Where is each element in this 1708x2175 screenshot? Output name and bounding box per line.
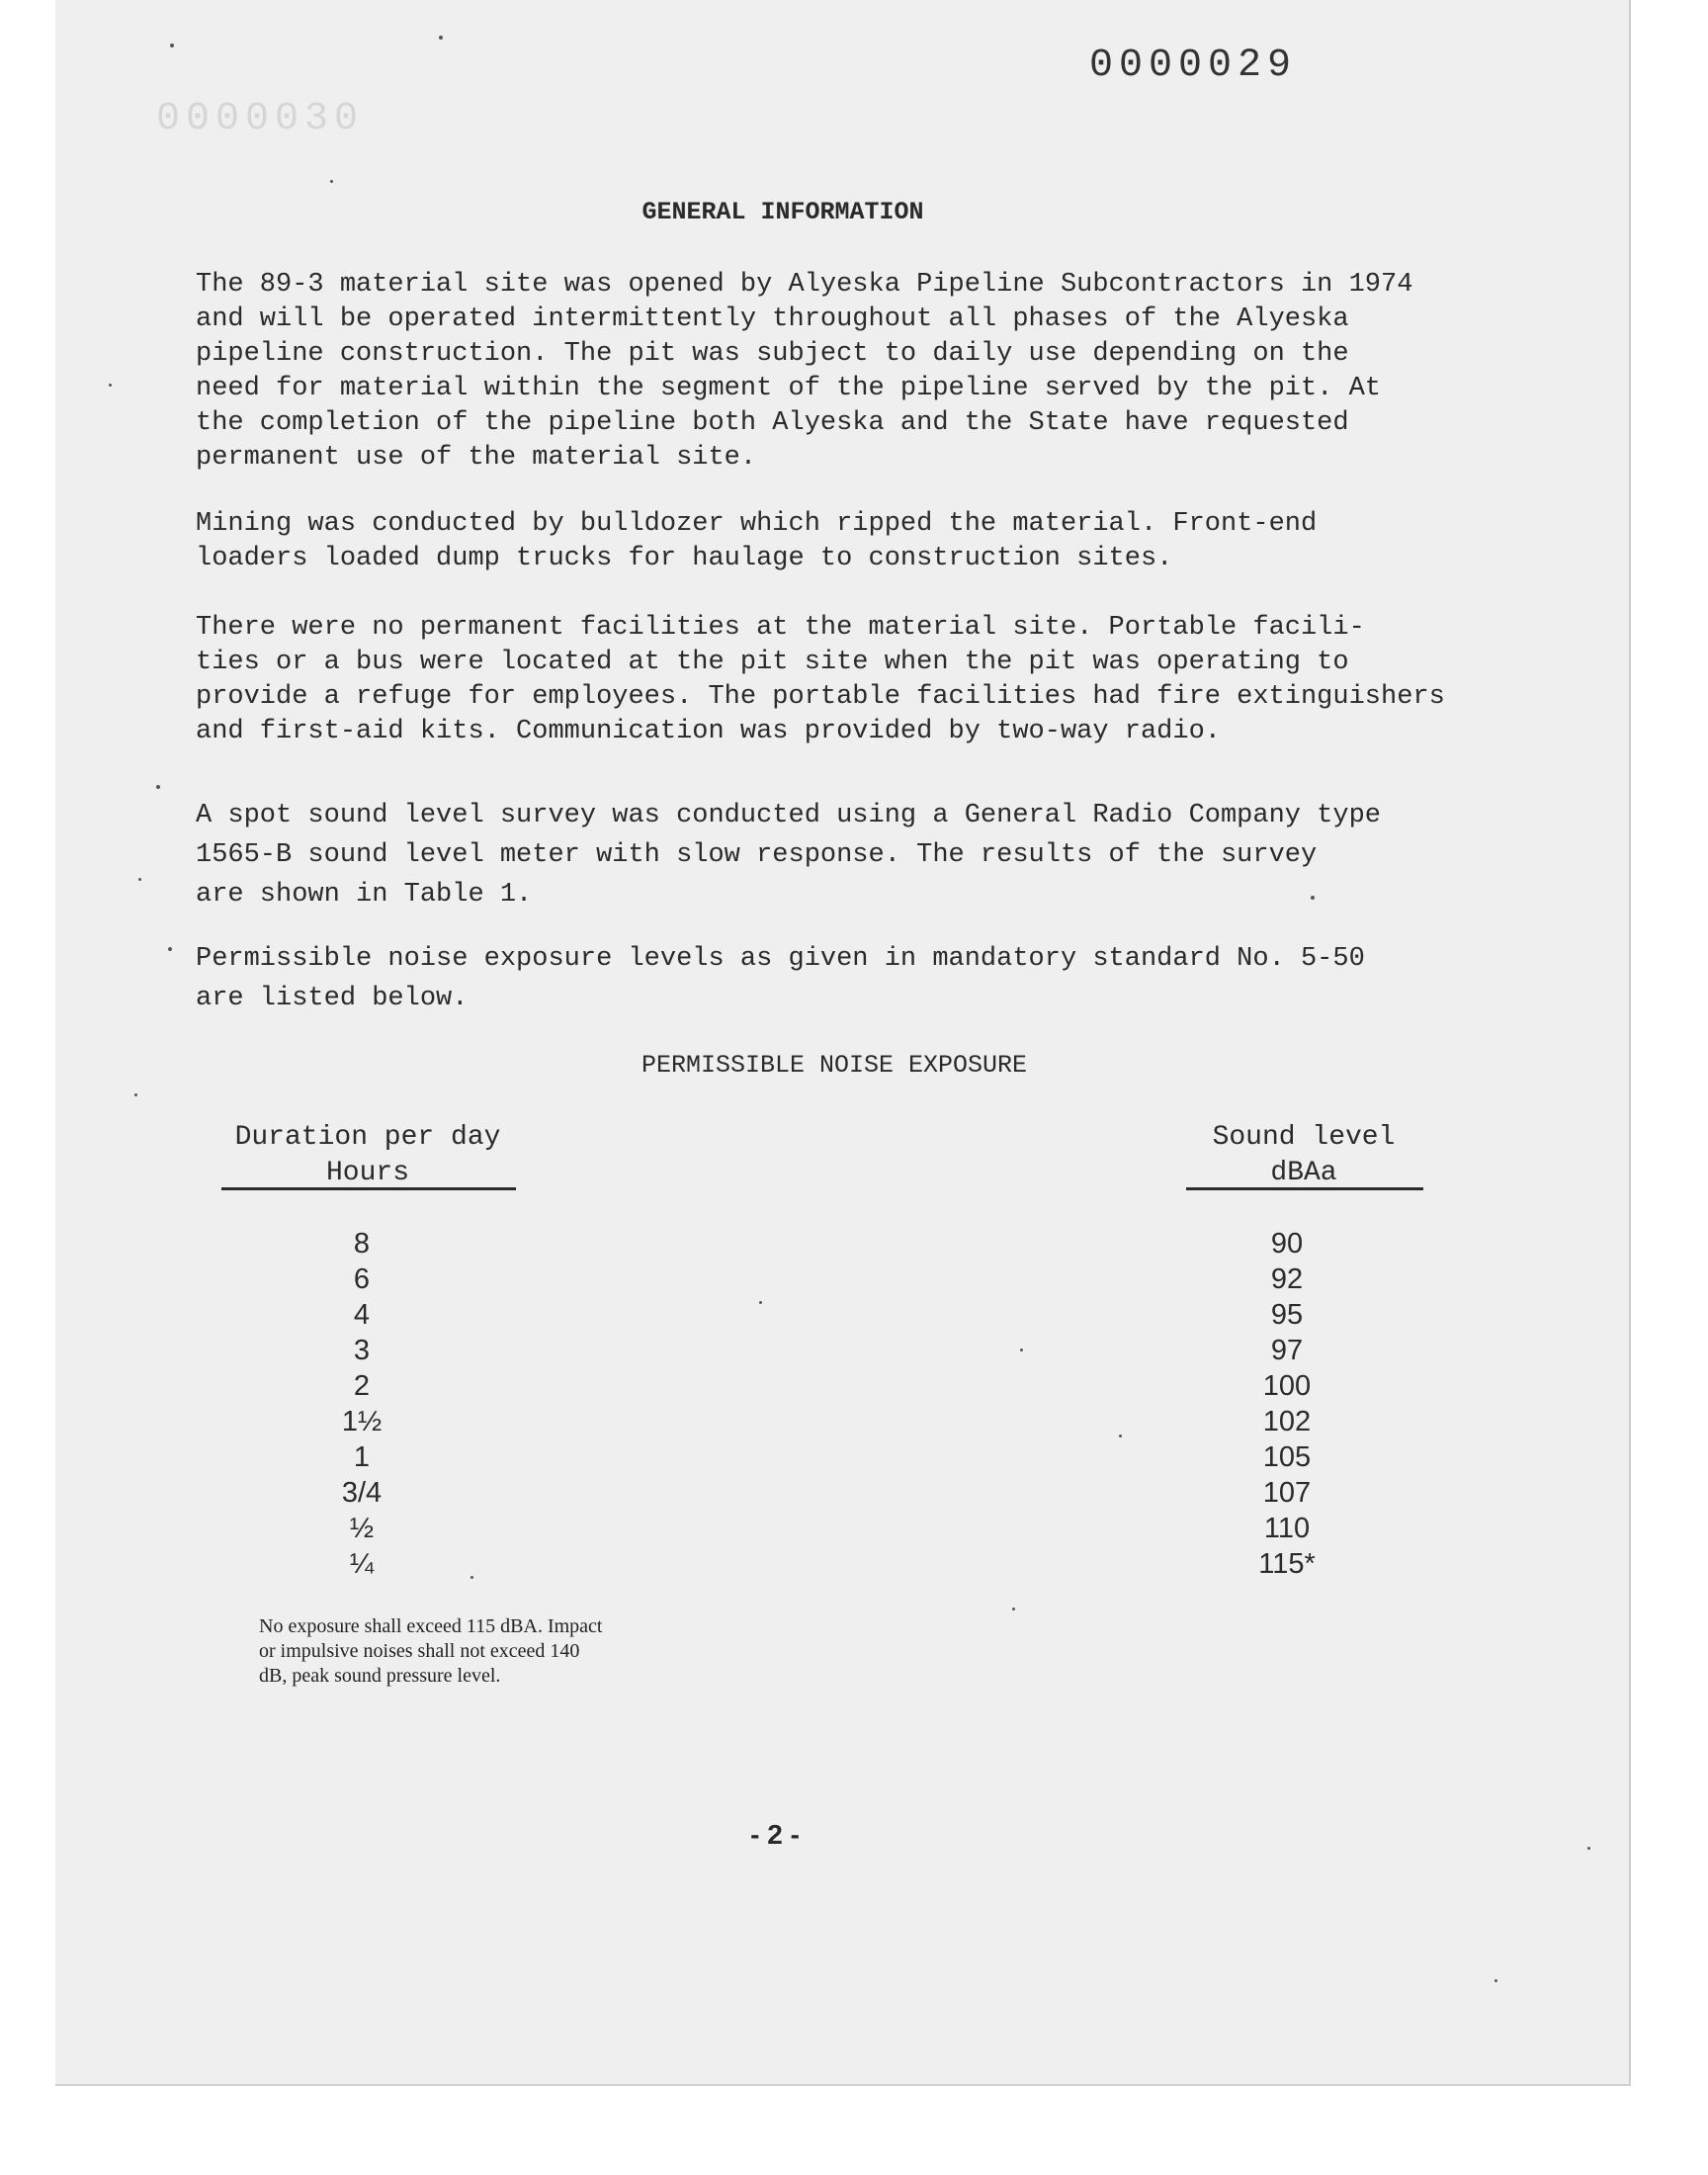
- scan-speck: [1311, 896, 1315, 900]
- paragraph-facilities: There were no permanent facilities at the material site. Portable facili- ties or a bus were located at the pit site when the pit was operating to provide a refuge for employees. The portable facilities had fire extinguishers and first-aid kits. Communication was provided by two-way radio.: [196, 613, 1445, 746]
- duration-value: 2: [353, 1370, 371, 1402]
- duration-unit-label: Hours: [325, 1158, 409, 1188]
- paragraph-mining: Mining was conducted by bulldozer which ripped the material. Front-end loaders loaded dump trucks for haulage to construction sites.: [196, 509, 1318, 573]
- page-number: - 2 -: [750, 1819, 800, 1850]
- scan-speck: [330, 180, 333, 183]
- section-heading: GENERAL INFORMATION: [641, 198, 924, 226]
- scan-speck: [138, 878, 141, 881]
- ghost-stamp: 0000030: [156, 97, 365, 141]
- sound-level-value: 110: [1263, 1513, 1311, 1544]
- duration-header-label: Duration per day: [234, 1122, 501, 1153]
- table-footnote: No exposure shall exceed 115 dBA. Impact or impulsive noises shall not exceed 140 dB, peak sound pressure level.: [259, 1615, 603, 1687]
- sound-level-value: 107: [1262, 1477, 1312, 1509]
- paragraph-permissible-levels: Permissible noise exposure levels as given in mandatory standard No. 5-50 are listed below.: [196, 944, 1365, 1013]
- duration-value: 4: [353, 1299, 371, 1331]
- duration-value: 3: [353, 1335, 371, 1366]
- scan-speck: [168, 947, 172, 951]
- sound-level-value: 90: [1270, 1228, 1304, 1260]
- scan-speck: [170, 44, 174, 47]
- scan-speck: [1119, 1435, 1122, 1437]
- scan-speck: [134, 1093, 137, 1096]
- sound-level-value: 102: [1262, 1406, 1312, 1437]
- sound-level-header-rule: [1186, 1187, 1423, 1190]
- duration-value: 1: [353, 1441, 371, 1473]
- scan-speck: [1012, 1608, 1015, 1610]
- duration-values: [332, 1226, 391, 1582]
- sound-level-unit-label: dBAa: [1270, 1158, 1337, 1188]
- scan-speck: [470, 1576, 473, 1579]
- scan-speck: [1587, 1847, 1590, 1850]
- sound-level-header-label: Sound level: [1212, 1122, 1396, 1153]
- duration-header-rule: [221, 1187, 516, 1190]
- table-title: PERMISSIBLE NOISE EXPOSURE: [640, 1051, 1028, 1080]
- sound-level-value: 105: [1262, 1441, 1312, 1473]
- scan-speck: [1494, 1979, 1497, 1982]
- duration-value: ½: [349, 1513, 375, 1544]
- sound-level-column-header: [1184, 1120, 1423, 1191]
- sound-level-value: 92: [1270, 1263, 1304, 1295]
- scan-speck: [439, 36, 443, 40]
- scan-speck: [156, 785, 160, 789]
- duration-value: 1½: [341, 1406, 383, 1437]
- duration-value: 6: [353, 1263, 371, 1295]
- duration-value: 3/4: [341, 1477, 383, 1509]
- scan-speck: [109, 384, 112, 387]
- duration-value: 8: [353, 1228, 371, 1260]
- scan-speck: [1020, 1348, 1023, 1351]
- duration-column-header: [219, 1120, 516, 1191]
- sound-level-value: 115*: [1258, 1548, 1316, 1580]
- sound-level-value: 100: [1262, 1370, 1312, 1402]
- scan-speck: [759, 1301, 762, 1304]
- sound-level-value: 95: [1270, 1299, 1304, 1331]
- sound-level-value: 97: [1270, 1335, 1304, 1366]
- sound-level-values: [1247, 1226, 1326, 1582]
- paragraph-sound-survey: A spot sound level survey was conducted using a General Radio Company type 1565-B sound level meter with slow response. The results of the survey are shown in Table 1.: [196, 801, 1381, 910]
- duration-value: ¼: [349, 1548, 375, 1580]
- paragraph-site-history: The 89-3 material site was opened by Alyeska Pipeline Subcontractors in 1974 and will be operated intermittently throughout all phases of the Alyeska pipeline construction. The pit was subject to daily use depending on the need for material within the segment of the pipeline served by the pit. At the completion of the pipeline both Alyeska and the State have requested permanent use of the material site.: [196, 270, 1413, 473]
- document-number-stamp: 0000029: [1089, 44, 1298, 88]
